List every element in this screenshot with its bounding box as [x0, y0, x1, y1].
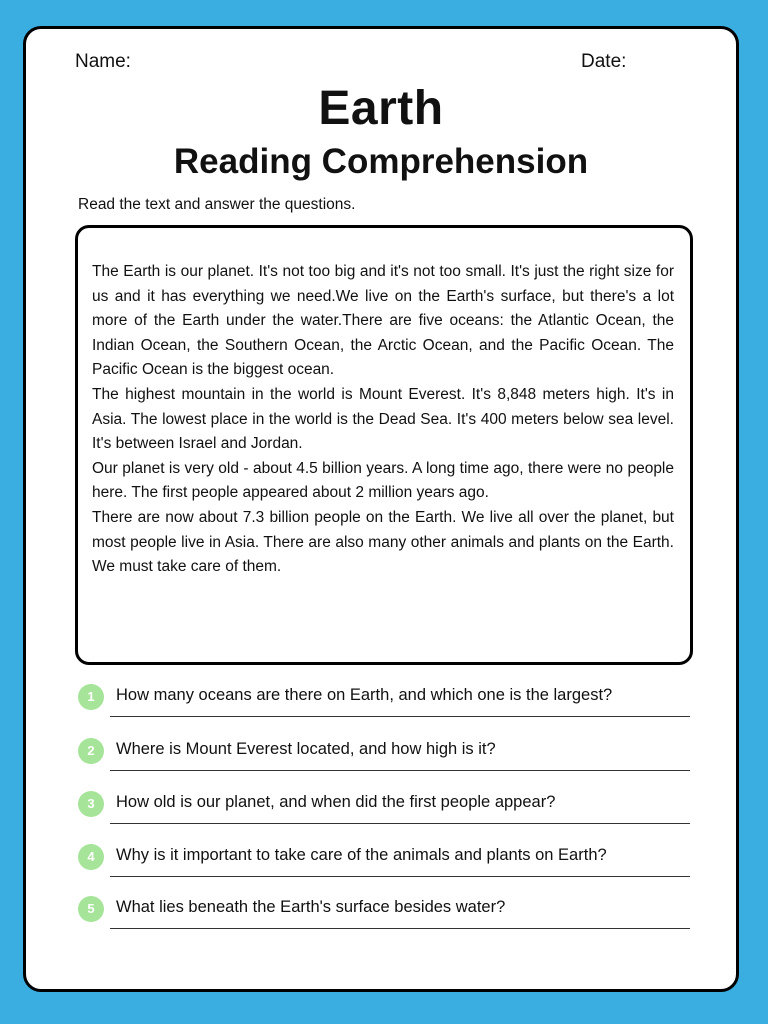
question-1 [78, 684, 690, 734]
question-number-badge: 4 [78, 844, 104, 870]
question-4 [78, 844, 690, 894]
name-label: Name: [75, 51, 131, 72]
question-2 [78, 738, 690, 788]
question-number-badge: 3 [78, 791, 104, 817]
question-text: How old is our planet, and when did the first people appear? [116, 793, 556, 811]
question-number-badge: 1 [78, 684, 104, 710]
answer-line[interactable] [110, 770, 690, 771]
answer-line[interactable] [110, 876, 690, 877]
question-3 [78, 791, 690, 841]
question-text: Why is it important to take care of the animals and plants on Earth? [116, 846, 607, 864]
date-label: Date: [581, 51, 627, 72]
passage-paragraph: The highest mountain in the world is Mount Everest. It's 8,848 meters high. It's in Asia. The lowest place in the world is the Dead Sea. It's 400 meters below sea level. It's between Israel and Jordan. [92, 385, 674, 453]
reading-passage [75, 225, 693, 665]
question-number-badge: 5 [78, 896, 104, 922]
page-subtitle: Reading Comprehension [173, 142, 589, 181]
passage-paragraph: Our planet is very old - about 4.5 billion years. A long time ago, there were no people here. The first people appeared about 2 million years ago. [92, 459, 674, 502]
question-5 [78, 896, 690, 946]
question-text: How many oceans are there on Earth, and which one is the largest? [116, 686, 613, 704]
answer-line[interactable] [110, 823, 690, 824]
answer-line[interactable] [110, 716, 690, 717]
page-title: Earth [318, 82, 444, 135]
question-text: Where is Mount Everest located, and how high is it? [116, 740, 496, 758]
question-number-badge: 2 [78, 738, 104, 764]
question-text: What lies beneath the Earth's surface besides water? [116, 898, 506, 916]
worksheet-page [23, 26, 739, 992]
passage-paragraph: The Earth is our planet. It's not too big and it's not too small. It's just the right size for us and it has everything we need.We live on the Earth's surface, but there's a lot more of the Earth under the water.There are five oceans: the Atlantic Ocean, the Indian Ocean, the Southern Ocean, the Arctic Ocean, and the Pacific Ocean. The Pacific Ocean is the biggest ocean. [92, 263, 674, 379]
instruction-text: Read the text and answer the questions. [78, 196, 356, 213]
passage-paragraph: There are now about 7.3 billion people on the Earth. We live all over the planet, but most people live in Asia. There are also many other animals and plants on the Earth. We must take care of them. [92, 508, 674, 576]
answer-line[interactable] [110, 928, 690, 929]
